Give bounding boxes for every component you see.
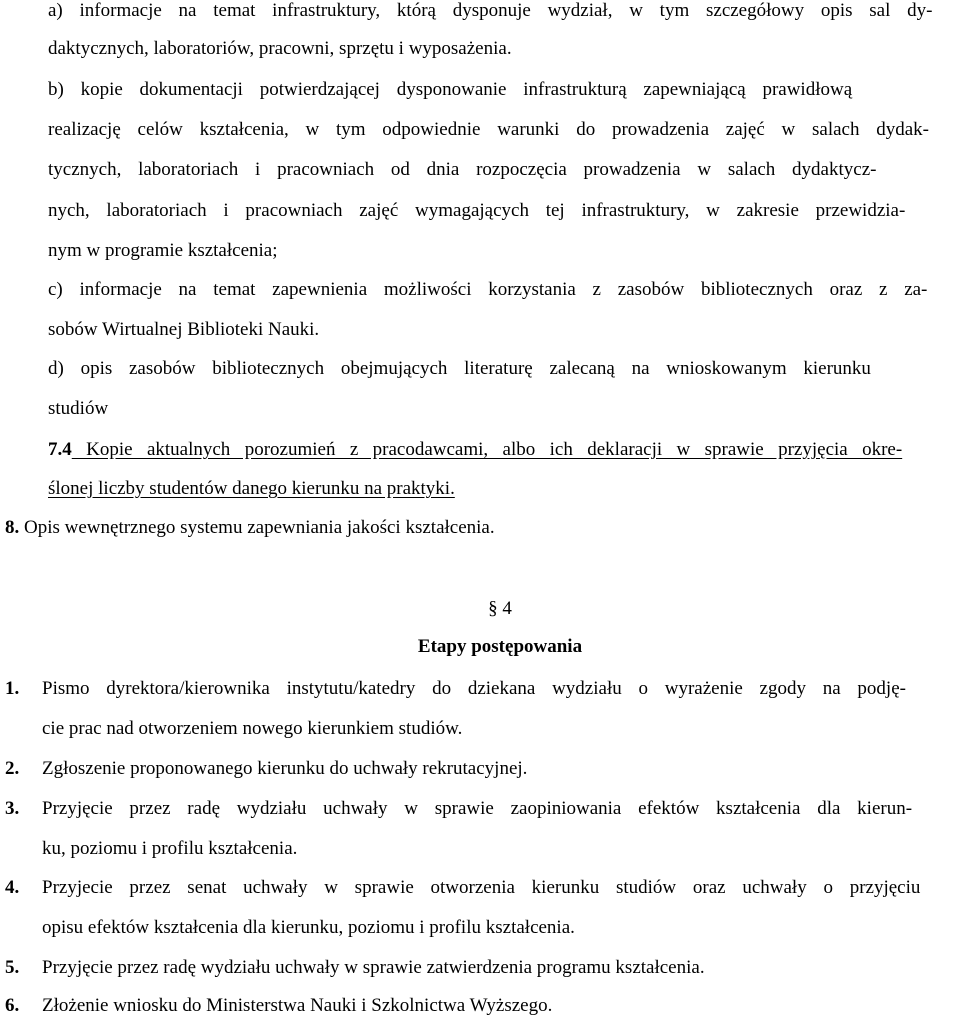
section-b-line-2: realizację celów kształcenia, w tym odpowiednie warunki do prowadzenia zajęć w salach dydak-: [48, 119, 929, 140]
item-7-4-line-2: ślonej liczby studentów danego kierunku na praktyki.: [48, 478, 455, 499]
section-b-line-3: tycznych, laboratoriach i pracowniach od dnia rozpoczęcia prowadzenia w salach dydaktycz-: [48, 159, 877, 180]
step-5-number: 5.: [5, 957, 20, 978]
section-c-line-1: c) informacje na temat zapewnienia możliwości korzystania z zasobów bibliotecznych oraz z za-: [48, 279, 928, 300]
item-7-4-text: Kopie aktualnych porozumień z pracodawcami, albo ich deklaracji w sprawie przyjęcia okre-: [71, 439, 903, 460]
section-b-line-4: nych, laboratoriach i pracowniach zajęć wymagających tej infrastruktury, w zakresie przewidzia-: [48, 200, 906, 221]
step-2-line-1: Zgłoszenie proponowanego kierunku do uchwały rekrutacyjnej.: [42, 758, 528, 779]
step-4-number: 4.: [5, 877, 20, 898]
section-a-line-2: daktycznych, laboratoriów, pracowni, sprzętu i wyposażenia.: [48, 38, 512, 59]
step-3-line-1: Przyjęcie przez radę wydziału uchwały w sprawie zaopiniowania efektów kształcenia dla kierun-: [42, 798, 913, 819]
step-4-line-2: opisu efektów kształcenia dla kierunku, poziomu i profilu kształcenia.: [42, 917, 575, 938]
section-b-line-1: b) kopie dokumentacji potwierdzającej dysponowanie infrastrukturą zapewniającą prawidłową: [48, 79, 853, 100]
section-a-line-1: a) informacje na temat infrastruktury, którą dysponuje wydział, w tym szczegółowy opis sal dy-: [48, 0, 933, 21]
paragraph-symbol: § 4: [488, 598, 512, 619]
step-1-line-1: Pismo dyrektora/kierownika instytutu/katedry do dziekana wydziału o wyrażenie zgody na podję-: [42, 678, 906, 699]
item-7-4-number: 7.4: [48, 439, 72, 460]
step-3-line-2: ku, poziomu i profilu kształcenia.: [42, 838, 298, 859]
step-6-number: 6.: [5, 995, 20, 1016]
step-1-number: 1.: [5, 678, 20, 699]
item-8-text: Opis wewnętrznego systemu zapewniania jakości kształcenia.: [19, 517, 495, 538]
step-5-line-1: Przyjęcie przez radę wydziału uchwały w sprawie zatwierdzenia programu kształcenia.: [42, 957, 705, 978]
step-6-line-1: Złożenie wniosku do Ministerstwa Nauki i Szkolnictwa Wyższego.: [42, 995, 553, 1016]
section-c-line-2: sobów Wirtualnej Biblioteki Nauki.: [48, 319, 320, 340]
item-8-number: 8.: [5, 517, 20, 538]
item-7-4-line-1: [48, 439, 960, 461]
section-d-line-2: studiów: [48, 398, 109, 419]
item-8-line: [5, 517, 495, 539]
step-3-number: 3.: [5, 798, 20, 819]
section-title: Etapy postępowania: [417, 636, 583, 657]
step-1-line-2: cie prac nad otworzeniem nowego kierunkiem studiów.: [42, 718, 463, 739]
section-b-line-5: nym w programie kształcenia;: [48, 240, 278, 261]
section-d-line-1: d) opis zasobów bibliotecznych obejmujących literaturę zalecaną na wnioskowanym kierunku: [48, 358, 871, 379]
step-4-line-1: Przyjecie przez senat uchwały w sprawie otworzenia kierunku studiów oraz uchwały o przyjęciu: [42, 877, 921, 898]
step-2-number: 2.: [5, 758, 20, 779]
